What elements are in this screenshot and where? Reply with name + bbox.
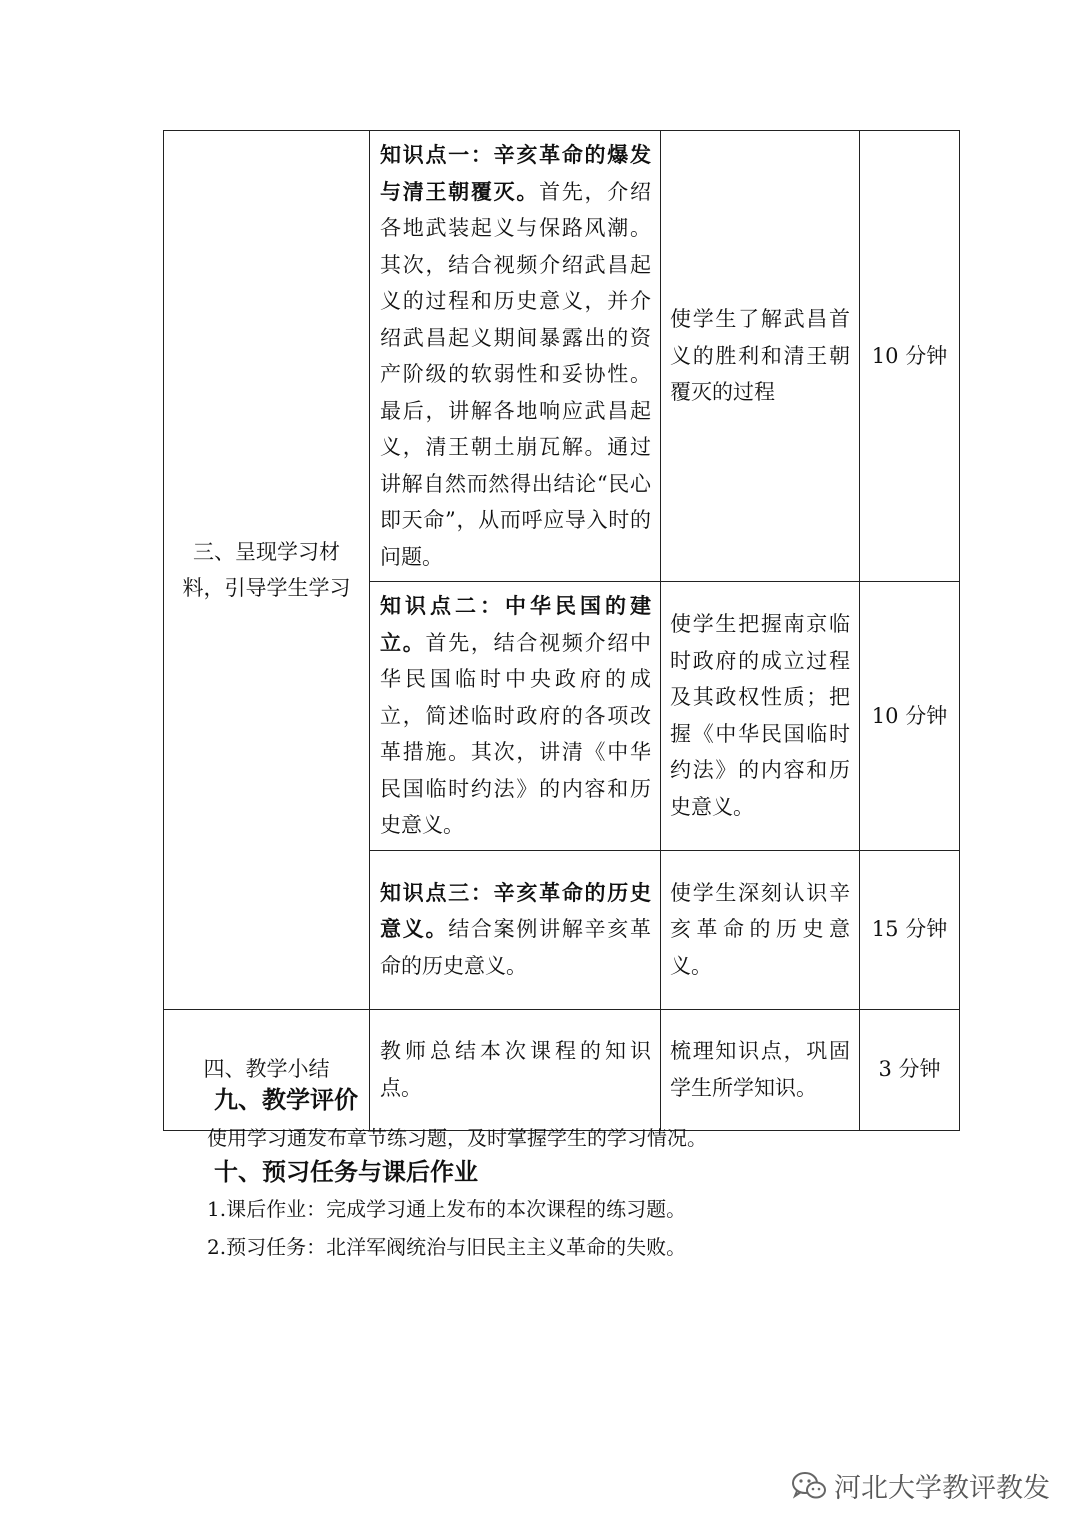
stage-label: 三、呈现学习材料，引导学生学习 bbox=[182, 539, 351, 600]
goal-text: 使学生把握南京临时政府的成立过程及其政权性质；把握《中华民国临时约法》的内容和历史意义。 bbox=[670, 612, 850, 819]
goal-cell bbox=[661, 850, 860, 1009]
content-cell bbox=[370, 582, 661, 851]
time-cell bbox=[860, 582, 960, 851]
knowledge-point-title: 知识点一：辛亥革命的爆发与清王朝覆灭。 bbox=[380, 142, 651, 204]
time-text: 3 分钟 bbox=[878, 1057, 941, 1082]
knowledge-point-body: 首先，结合视频介绍中华民国临时中央政府的成立，简述临时政府的各项改革措施。其次，讲清《中华民国临时约法》的内容和历史意义。 bbox=[380, 630, 652, 837]
content-cell bbox=[370, 850, 661, 1009]
section-heading-homework: 十、预习任务与课后作业 bbox=[214, 1157, 478, 1186]
stage-label: 四、教学小结 bbox=[203, 1057, 330, 1082]
time-cell bbox=[860, 1009, 960, 1130]
content-cell bbox=[370, 1009, 661, 1130]
goal-cell bbox=[661, 1009, 860, 1130]
time-text: 10 分钟 bbox=[871, 343, 948, 368]
goal-text: 使学生深刻认识辛亥革命的历史意义。 bbox=[670, 880, 850, 978]
time-text: 10 分钟 bbox=[871, 703, 948, 728]
lesson-plan-table bbox=[163, 130, 960, 1131]
goal-cell bbox=[661, 131, 860, 582]
watermark-text: 河北大学教评教发 bbox=[834, 1473, 1050, 1504]
stage-cell bbox=[164, 131, 370, 1010]
knowledge-point-body: 首先，介绍各地武装起义与保路风潮。其次，结合视频介绍武昌起义的过程和历史意义，并介绍武昌起义期间暴露出的资产阶级的软弱性和妥协性。最后，讲解各地响应武昌起义，清王朝土崩瓦解。通过讲解自然而然得出结论“民心即天命”，从而呼应导入时的问题。 bbox=[380, 179, 652, 569]
knowledge-point-title: 知识点三：辛亥革命的历史意义。 bbox=[380, 879, 651, 942]
goal-text: 使学生了解武昌首义的胜利和清王朝覆灭的过程 bbox=[670, 307, 850, 405]
time-cell bbox=[860, 131, 960, 582]
knowledge-point-title: 知识点二：中华民国的建立。 bbox=[380, 593, 651, 655]
knowledge-point-body: 结合案例讲解辛亥革命的历史意义。 bbox=[380, 917, 652, 978]
goal-cell bbox=[661, 582, 860, 851]
summary-body: 教师总结本次课程的知识点。 bbox=[380, 1039, 651, 1100]
evaluation-text: 使用学习通发布章节练习题，及时掌握学生的学习情况。 bbox=[207, 1126, 707, 1150]
goal-text: 梳理知识点，巩固学生所学知识。 bbox=[670, 1039, 850, 1100]
homework-item: 1.课后作业：完成学习通上发布的本次课程的练习题。 bbox=[207, 1197, 687, 1221]
table-row bbox=[164, 131, 960, 582]
preview-item: 2.预习任务：北洋军阀统治与旧民主主义革命的失败。 bbox=[207, 1235, 687, 1259]
time-cell bbox=[860, 850, 960, 1009]
wechat-icon bbox=[790, 1470, 828, 1502]
watermark bbox=[790, 1466, 1050, 1505]
time-text: 15 分钟 bbox=[871, 917, 948, 942]
section-heading-evaluation: 九、教学评价 bbox=[214, 1085, 358, 1114]
content-cell bbox=[370, 131, 661, 582]
